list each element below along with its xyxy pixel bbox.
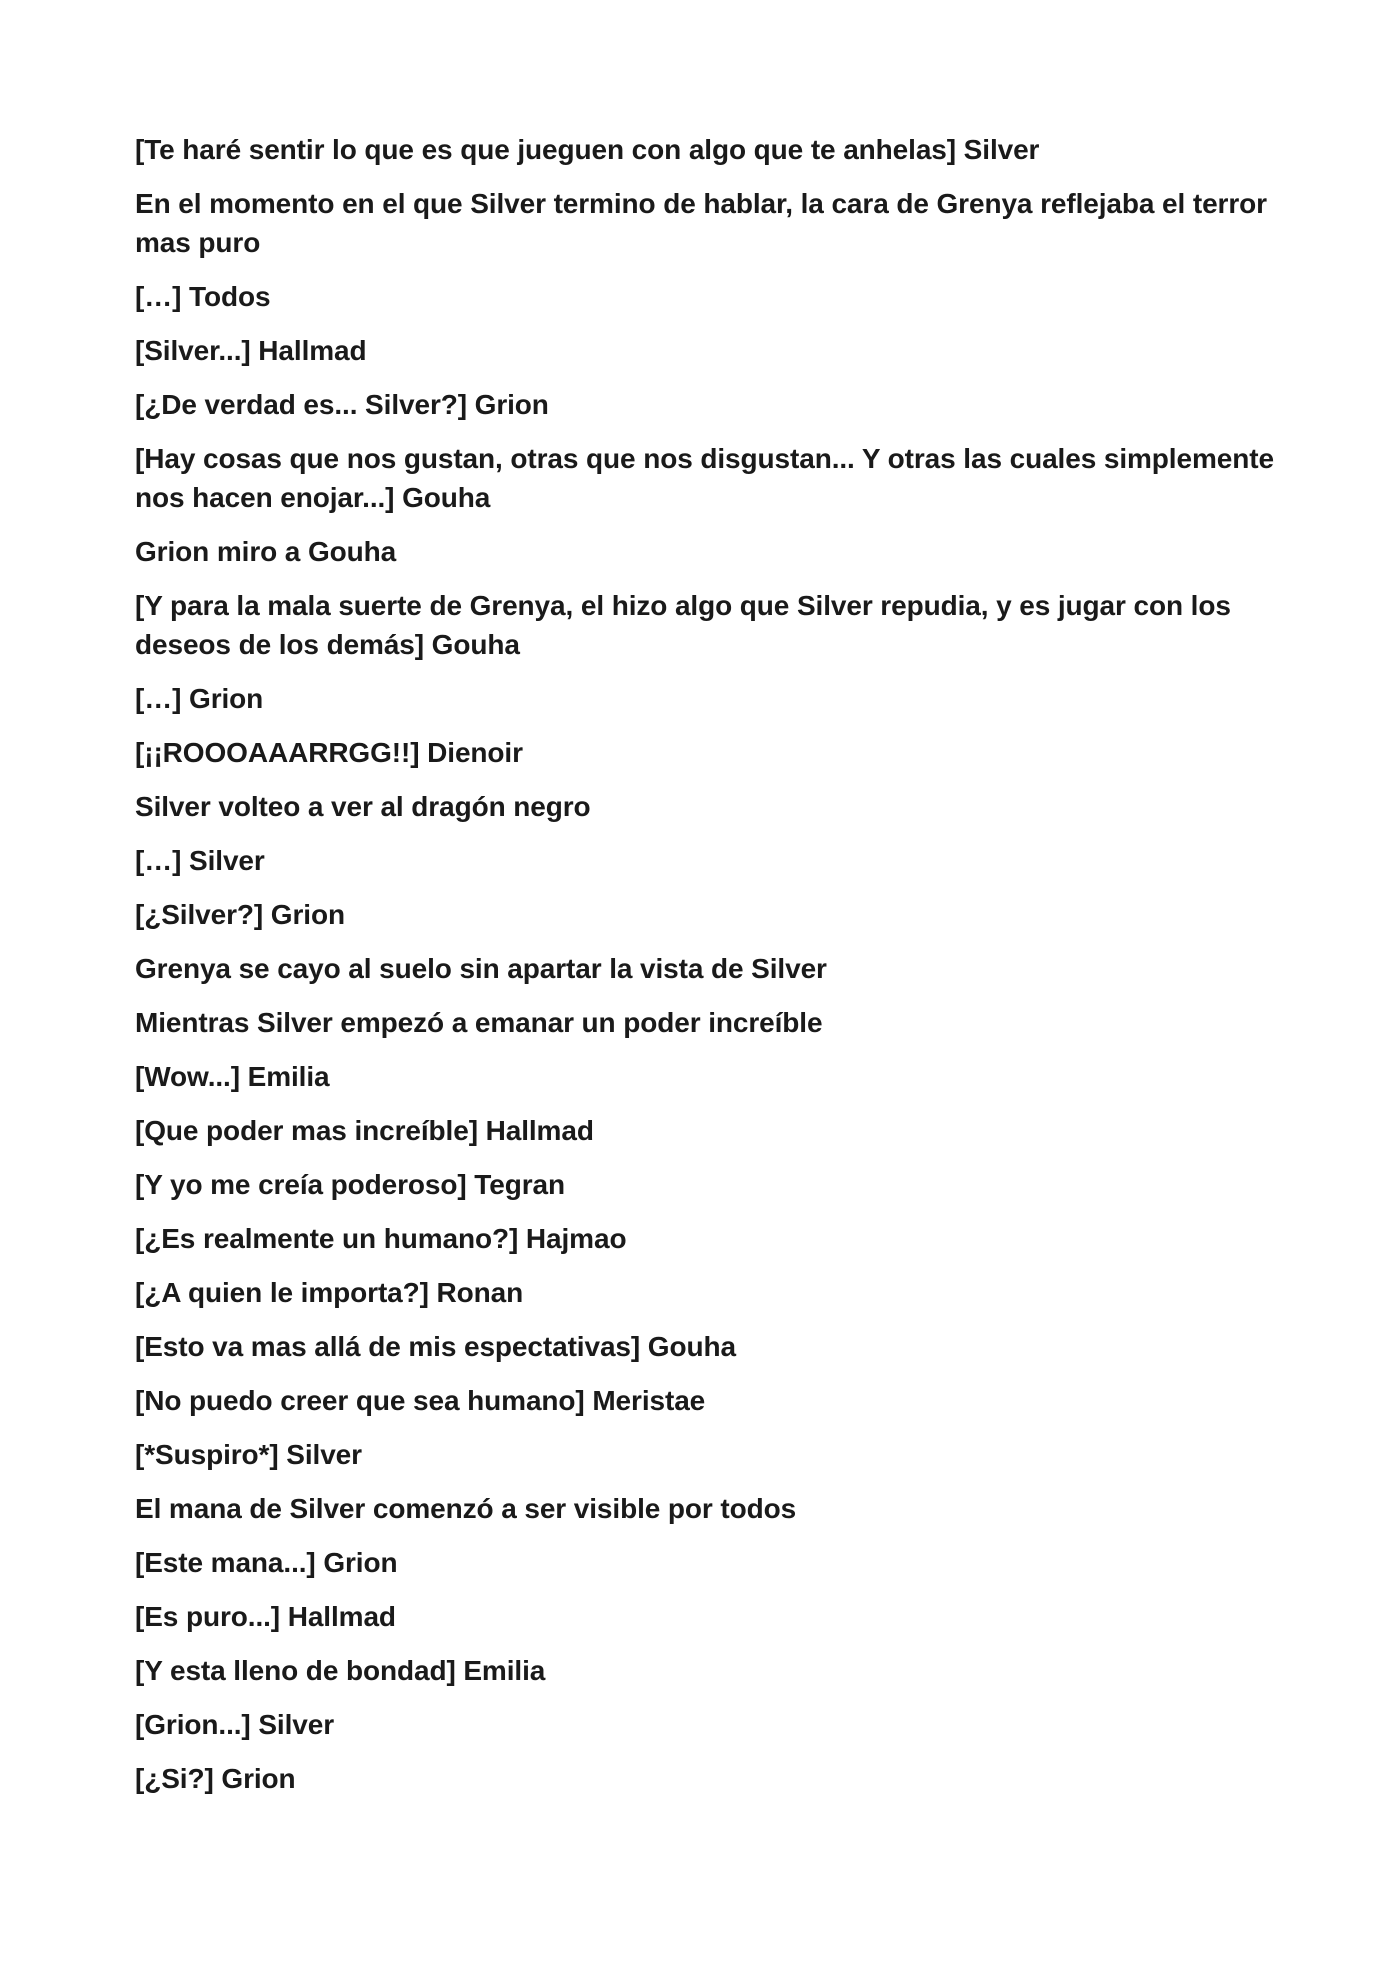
paragraph: Grion miro a Gouha — [135, 536, 397, 567]
paragraph: Grenya se cayo al suelo sin apartar la vista de Silver — [135, 953, 827, 984]
paragraph: El mana de Silver comenzó a ser visible por todos — [135, 1493, 797, 1524]
paragraph: [Este mana...] Grion — [135, 1547, 398, 1578]
paragraph: [¿Si?] Grion — [135, 1763, 296, 1794]
paragraph: [Esto va mas allá de mis espectativas] Gouha — [135, 1331, 736, 1362]
paragraph: [*Suspiro*] Silver — [135, 1439, 362, 1470]
paragraph: […] Grion — [135, 683, 264, 714]
paragraph: Silver volteo a ver al dragón negro — [135, 791, 591, 822]
paragraph: […] Todos — [135, 281, 271, 312]
paragraph: [¿A quien le importa?] Ronan — [135, 1277, 524, 1308]
paragraph: [¿Es realmente un humano?] Hajmao — [135, 1223, 627, 1254]
paragraph: [Y para la mala suerte de Grenya, el hizo algo que Silver repudia, y es jugar con los deseos de los demás] Gouha — [135, 590, 1231, 660]
document-body — [135, 130, 1285, 1813]
paragraph: […] Silver — [135, 845, 265, 876]
paragraph: [Y esta lleno de bondad] Emilia — [135, 1655, 546, 1686]
paragraph: [Wow...] Emilia — [135, 1061, 330, 1092]
paragraph: [Hay cosas que nos gustan, otras que nos disgustan... Y otras las cuales simplemente nos hacen enojar...] Gouha — [135, 443, 1274, 513]
paragraph: [No puedo creer que sea humano] Meristae — [135, 1385, 706, 1416]
paragraph: [¿De verdad es... Silver?] Grion — [135, 389, 549, 420]
paragraph: [Silver...] Hallmad — [135, 335, 367, 366]
paragraph: [Te haré sentir lo que es que jueguen con algo que te anhelas] Silver — [135, 134, 1040, 165]
paragraph: [¡¡ROOOAAARRGG!!] Dienoir — [135, 737, 523, 768]
paragraph: [Que poder mas increíble] Hallmad — [135, 1115, 594, 1146]
paragraph: [¿Silver?] Grion — [135, 899, 345, 930]
paragraph: Mientras Silver empezó a emanar un poder increíble — [135, 1007, 823, 1038]
paragraph: [Grion...] Silver — [135, 1709, 335, 1740]
paragraph: En el momento en el que Silver termino de hablar, la cara de Grenya reflejaba el terror mas puro — [135, 188, 1267, 258]
paragraph: [Es puro...] Hallmad — [135, 1601, 396, 1632]
paragraph: [Y yo me creía poderoso] Tegran — [135, 1169, 565, 1200]
